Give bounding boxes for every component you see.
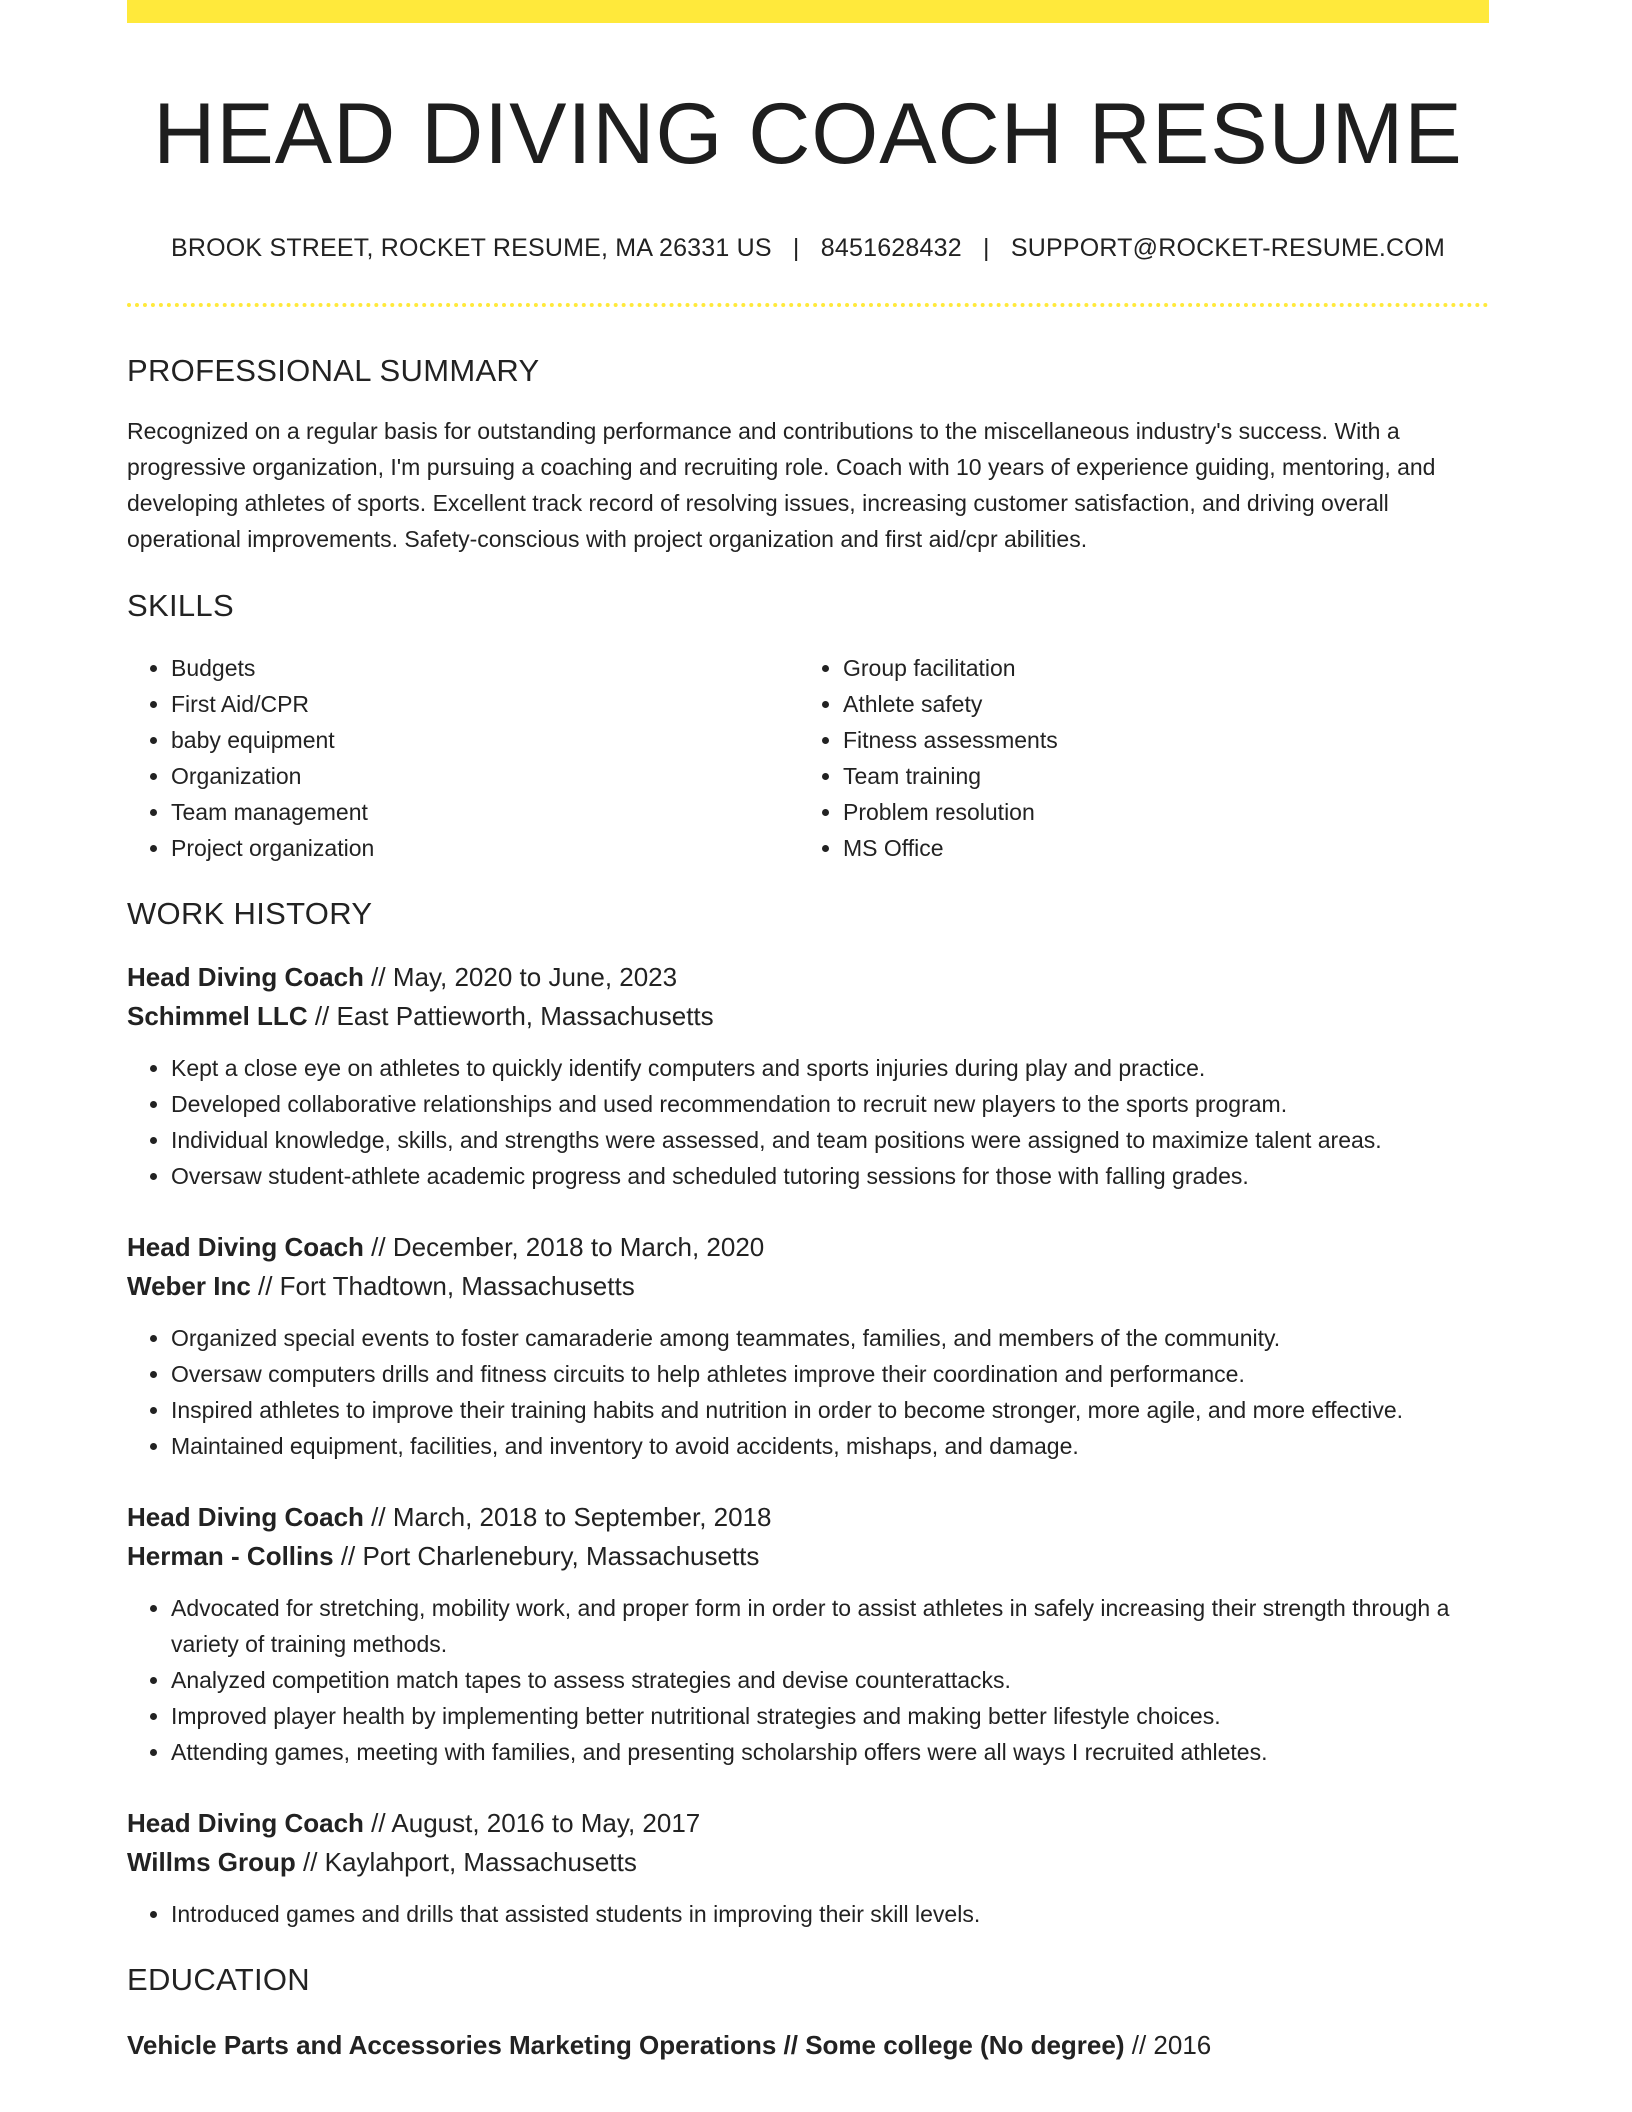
- job-entry: [127, 1498, 1489, 1770]
- contact-separator: |: [792, 233, 800, 262]
- job-company: Weber Inc: [127, 1270, 251, 1301]
- job-bullet: • Inspired athletes to improve their training habits and nutrition in order to become stronger, more agile, and more effective.: [171, 1392, 1489, 1428]
- job-bullets: [127, 1050, 1489, 1194]
- job-bullet: • Introduced games and drills that assisted students in improving their skill levels.: [171, 1896, 1489, 1932]
- skills-heading: SKILLS: [127, 587, 234, 623]
- job-company-line: [127, 1843, 1489, 1882]
- job-entry: [127, 958, 1489, 1194]
- job-title-line: [127, 958, 1489, 997]
- job-title-line: [127, 1804, 1489, 1843]
- job-bullet: • Advocated for stretching, mobility work, and proper form in order to assist athletes in safely increasing their strength through a variety of training methods.: [171, 1590, 1489, 1662]
- skill-item: • Problem resolution: [843, 794, 1471, 830]
- skill-item: • Athlete safety: [843, 686, 1471, 722]
- education-entry: [127, 2026, 1489, 2065]
- skill-item: • Group facilitation: [843, 650, 1471, 686]
- skills-grid: [127, 650, 1489, 866]
- job-company-line: [127, 1537, 1489, 1576]
- summary-text: Recognized on a regular basis for outstanding performance and contributions to the miscellaneous industry's success. With a progressive organization, I'm pursuing a coaching and recruiting role. Coach with 10 years of experience guiding, mentoring, and developing athletes of sports. Excellent track record of resolving issues, increasing customer satisfaction, and driving overall operational improvements. Safety-conscious with project organization and first aid/cpr abilities.: [127, 417, 1436, 552]
- job-dates: // August, 2016 to May, 2017: [363, 1807, 701, 1838]
- job-entry: [127, 1804, 1489, 1932]
- job-company: Willms Group: [127, 1846, 296, 1877]
- resume-title: HEAD DIVING COACH RESUME: [153, 86, 1463, 182]
- education-year: // 2016: [1124, 2029, 1212, 2060]
- education-degree: Vehicle Parts and Accessories Marketing Operations // Some college (No degree): [127, 2029, 1125, 2060]
- contact-email: SUPPORT@ROCKET-RESUME.COM: [1010, 233, 1445, 262]
- skill-item: • MS Office: [843, 830, 1471, 866]
- job-company-line: [127, 997, 1489, 1036]
- job-bullet: • Oversaw student-athlete academic progress and scheduled tutoring sessions for those with falling grades.: [171, 1158, 1489, 1194]
- job-bullets: [127, 1320, 1489, 1464]
- job-title-line: [127, 1228, 1489, 1267]
- job-entry: [127, 1228, 1489, 1464]
- job-location: // Kaylahport, Massachusetts: [295, 1846, 637, 1877]
- job-title: Head Diving Coach: [127, 961, 364, 992]
- skills-left-column: [127, 650, 799, 866]
- job-location: // Fort Thadtown, Massachusetts: [250, 1270, 635, 1301]
- job-dates: // May, 2020 to June, 2023: [363, 961, 678, 992]
- job-title: Head Diving Coach: [127, 1807, 364, 1838]
- contact-separator: |: [982, 233, 990, 262]
- contact-phone: 8451628432: [820, 233, 962, 262]
- summary-heading: PROFESSIONAL SUMMARY: [127, 352, 540, 388]
- dotted-divider: [127, 303, 1489, 307]
- job-bullet: • Kept a close eye on athletes to quickly identify computers and sports injuries during play and practice.: [171, 1050, 1489, 1086]
- job-bullet: • Attending games, meeting with families, and presenting scholarship offers were all ways I recruited athletes.: [171, 1734, 1489, 1770]
- resume-page: [127, 0, 1489, 2065]
- work-history-heading: WORK HISTORY: [127, 895, 373, 931]
- job-bullet: • Analyzed competition match tapes to assess strategies and devise counterattacks.: [171, 1662, 1489, 1698]
- skill-item: • baby equipment: [171, 722, 799, 758]
- job-bullet: • Oversaw computers drills and fitness circuits to help athletes improve their coordination and performance.: [171, 1356, 1489, 1392]
- job-dates: // December, 2018 to March, 2020: [363, 1231, 765, 1262]
- job-bullet: • Developed collaborative relationships and used recommendation to recruit new players to the sports program.: [171, 1086, 1489, 1122]
- job-dates: // March, 2018 to September, 2018: [363, 1501, 772, 1532]
- job-bullet: • Organized special events to foster camaraderie among teammates, families, and members of the community.: [171, 1320, 1489, 1356]
- job-company: Herman - Collins: [127, 1540, 334, 1571]
- job-title-line: [127, 1498, 1489, 1537]
- job-bullet: • Individual knowledge, skills, and strengths were assessed, and team positions were assigned to maximize talent areas.: [171, 1122, 1489, 1158]
- skill-item: • First Aid/CPR: [171, 686, 799, 722]
- job-bullet: • Maintained equipment, facilities, and inventory to avoid accidents, mishaps, and damage.: [171, 1428, 1489, 1464]
- skill-item: • Team management: [171, 794, 799, 830]
- job-location: // Port Charlenebury, Massachusetts: [333, 1540, 760, 1571]
- contact-address: BROOK STREET, ROCKET RESUME, MA 26331 US: [171, 233, 772, 262]
- job-company-line: [127, 1267, 1489, 1306]
- job-bullets: [127, 1896, 1489, 1932]
- skill-item: • Budgets: [171, 650, 799, 686]
- skill-item: • Organization: [171, 758, 799, 794]
- job-bullets: [127, 1590, 1489, 1770]
- job-bullet: • Improved player health by implementing better nutritional strategies and making better lifestyle choices.: [171, 1698, 1489, 1734]
- job-company: Schimmel LLC: [127, 1000, 308, 1031]
- education-heading: EDUCATION: [127, 1961, 310, 1997]
- skill-item: • Fitness assessments: [843, 722, 1471, 758]
- job-title: Head Diving Coach: [127, 1231, 364, 1262]
- skill-item: • Team training: [843, 758, 1471, 794]
- contact-line: [127, 234, 1489, 263]
- job-title: Head Diving Coach: [127, 1501, 364, 1532]
- job-location: // East Pattieworth, Massachusetts: [307, 1000, 714, 1031]
- skills-right-column: [799, 650, 1471, 866]
- skill-item: • Project organization: [171, 830, 799, 866]
- accent-top-bar: [127, 0, 1489, 23]
